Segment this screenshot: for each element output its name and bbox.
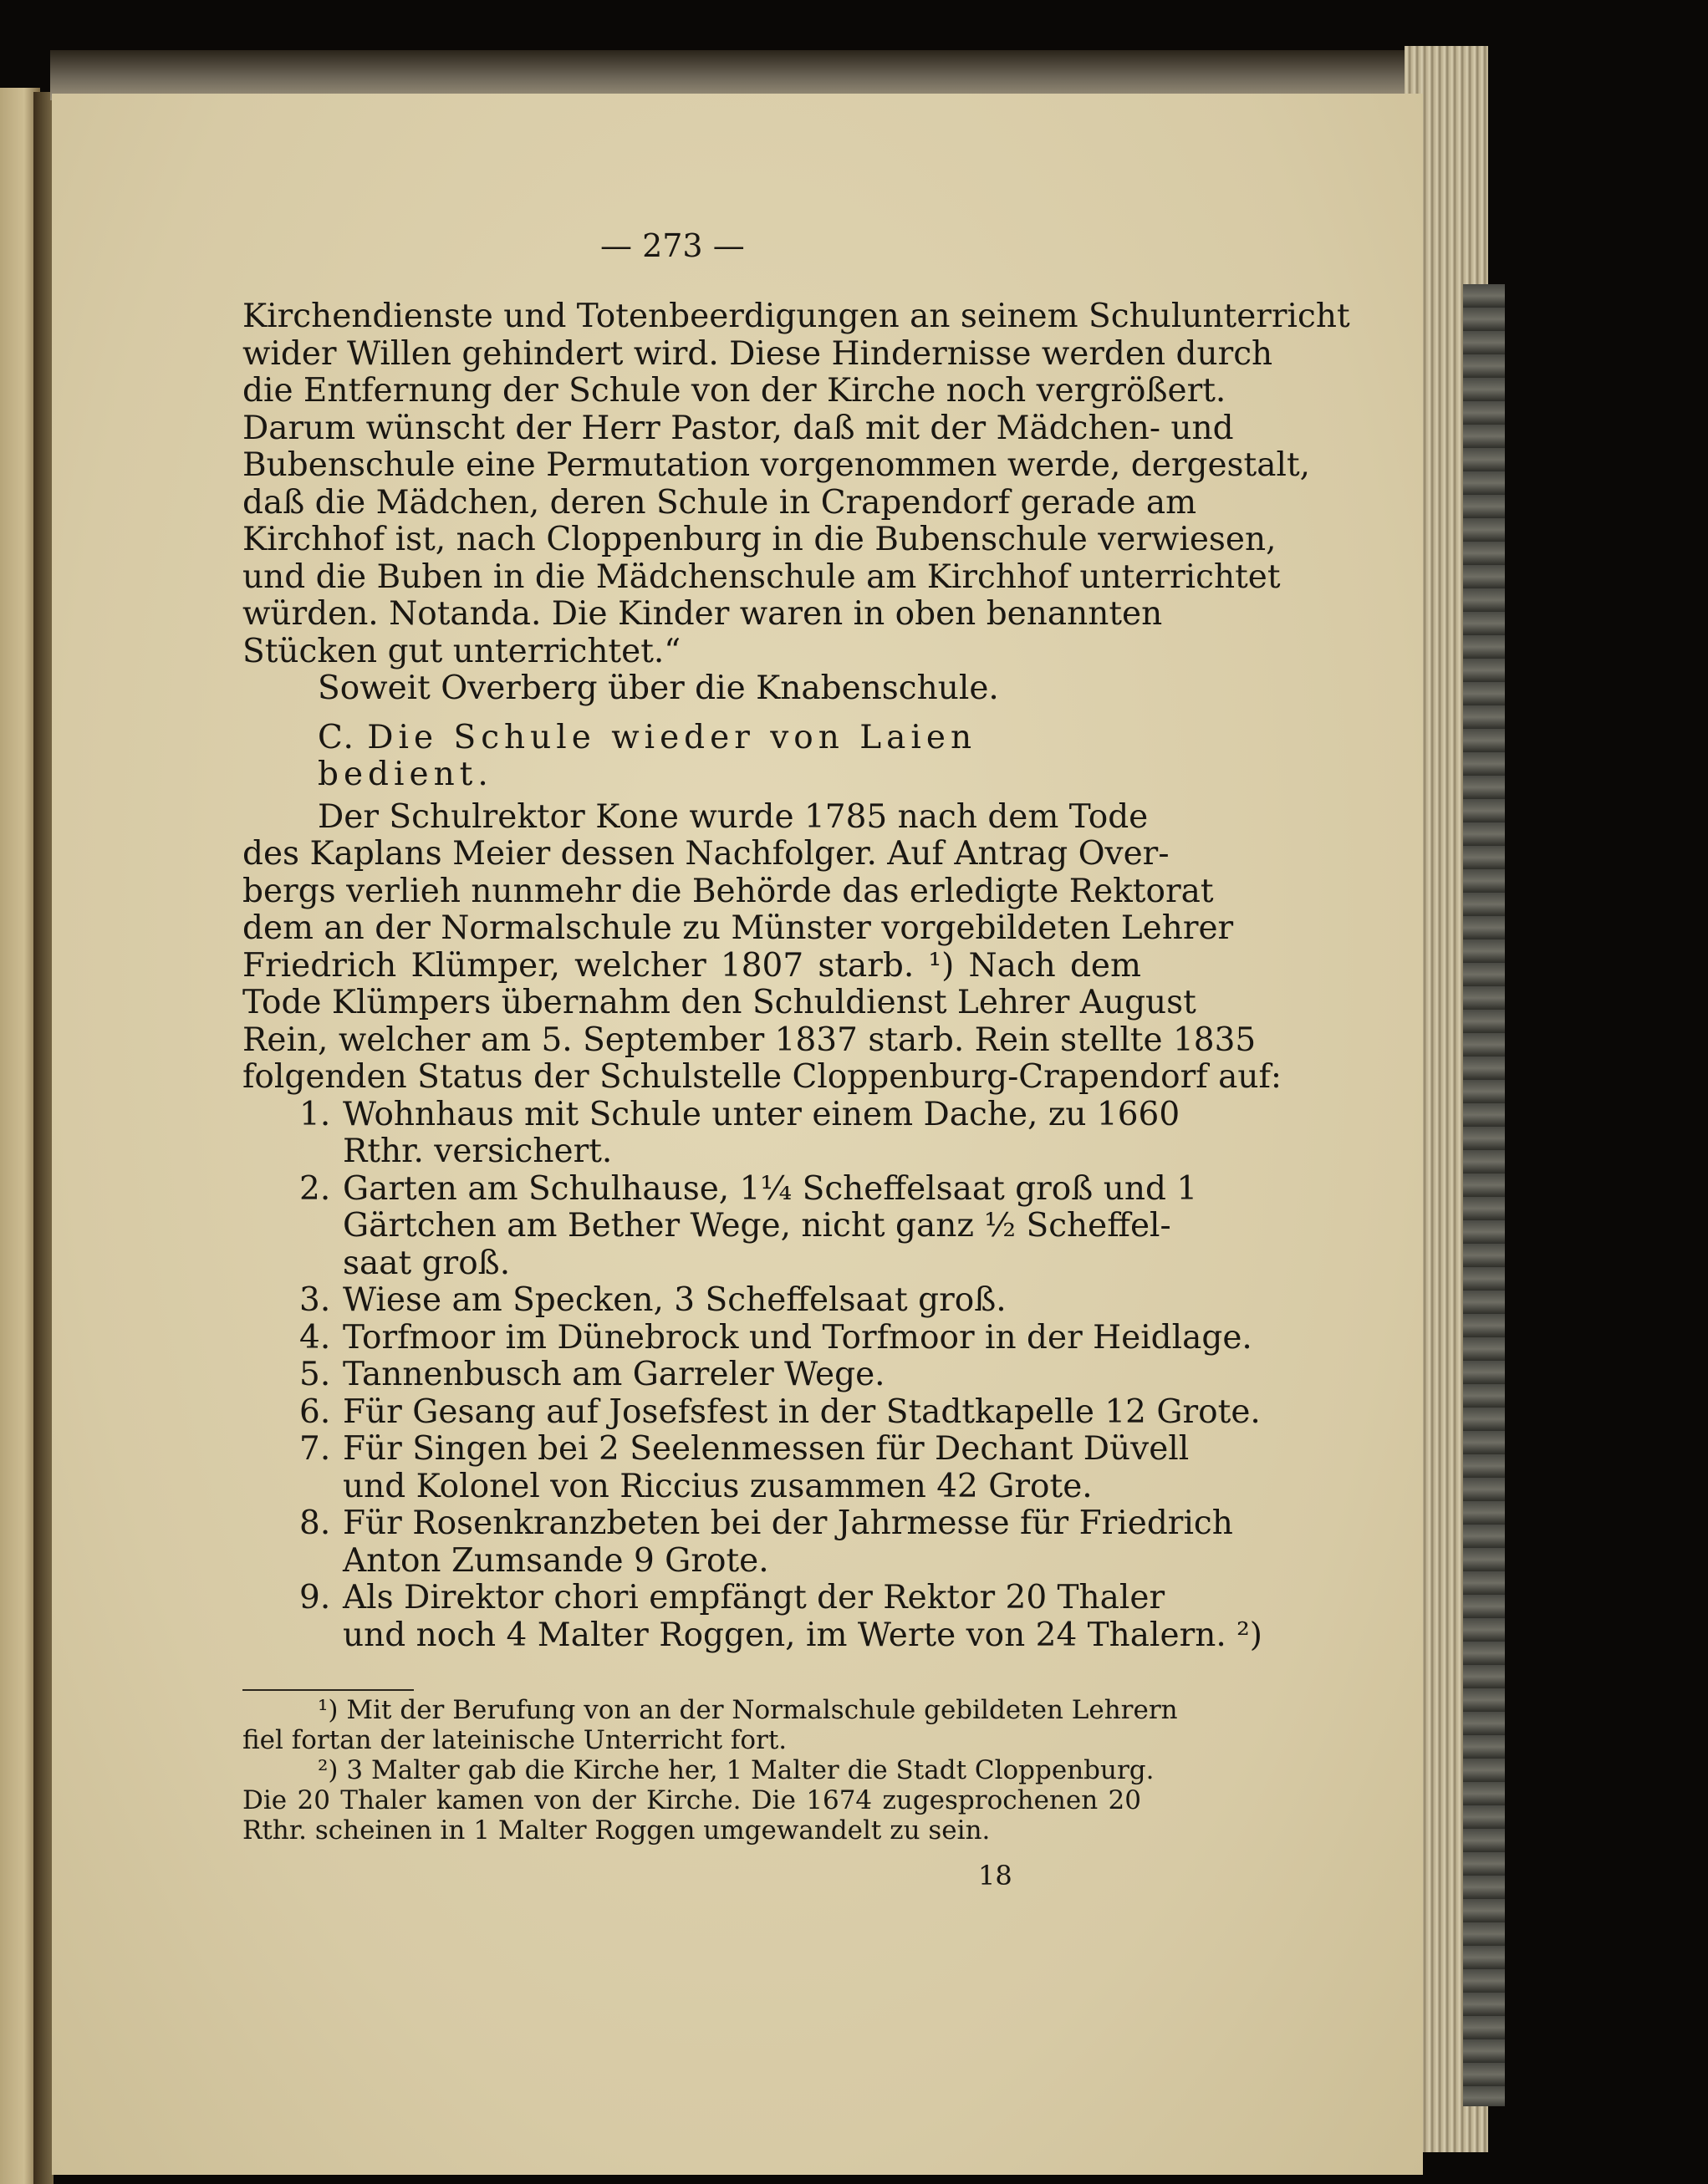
footnote-1 xyxy=(242,1695,1178,1755)
text-line: und Kolonel von Riccius zusammen 42 Grote. xyxy=(343,1467,1093,1505)
text-line: würden. Notanda. Die Kinder waren in oben benannten xyxy=(242,595,1163,633)
paragraph-schulrektor xyxy=(242,797,1282,1097)
text-line: Die 20 Thaler kamen von der Kirche. Die 1674 zugesprochenen 20 xyxy=(242,1785,1141,1815)
list-item xyxy=(242,1095,1180,1171)
text-line: Rthr. scheinen in 1 Malter Roggen umgewandelt zu sein. xyxy=(242,1815,991,1845)
footnote-rule xyxy=(242,1689,414,1691)
section-title: Die Schule wieder von Laien bedient. xyxy=(318,718,977,793)
text-line: Bubenschule eine Permutation vorgenommen werde, dergestalt, xyxy=(242,446,1311,484)
list-number: 5. xyxy=(299,1356,331,1393)
text-line: saat groß. xyxy=(343,1244,511,1282)
page-body xyxy=(242,298,1350,1654)
list-item xyxy=(242,1504,1233,1580)
list-number: 1. xyxy=(299,1095,331,1133)
book-top-edge xyxy=(50,50,1438,100)
paragraph-overberg xyxy=(242,670,1141,708)
text-line: Rein, welcher am 5. September 1837 starb. Rein stellte 1835 xyxy=(242,1021,1257,1059)
book-gutter xyxy=(33,92,54,2184)
list-item xyxy=(242,1430,1190,1505)
text-line: Als Direktor chori empfängt der Rektor 20 Thaler xyxy=(343,1579,1165,1616)
text-line: und noch 4 Malter Roggen, im Werte von 24 Thalern. ²) xyxy=(343,1616,1262,1654)
text-line: Für Rosenkranzbeten bei der Jahrmesse für Friedrich xyxy=(343,1504,1233,1542)
text-line: bergs verlieh nunmehr die Behörde das erledigte Rektorat xyxy=(242,872,1214,910)
text-line: Tannenbusch am Garreler Wege. xyxy=(343,1356,885,1393)
text-line: Gärtchen am Bether Wege, nicht ganz ½ Scheffel- xyxy=(343,1207,1171,1245)
section-heading xyxy=(242,720,1141,794)
page-number: — 273 — xyxy=(600,227,745,264)
text-line: Tode Klümpers übernahm den Schuldienst Lehrer August xyxy=(242,984,1196,1021)
text-line: Soweit Overberg über die Knabenschule. xyxy=(318,669,999,707)
text-line: daß die Mädchen, deren Schule in Crapendorf gerade am xyxy=(242,483,1197,522)
list-number: 4. xyxy=(299,1318,331,1357)
text-line: Torfmoor im Dünebrock und Torfmoor in der Heidlage. xyxy=(343,1318,1252,1357)
status-list xyxy=(242,1095,1262,1655)
text-line: und die Buben in die Mädchenschule am Kirchhof unterrichtet xyxy=(242,557,1281,596)
list-number: 3. xyxy=(299,1281,331,1319)
paragraph-quote-end xyxy=(242,298,1350,670)
list-number: 7. xyxy=(299,1430,331,1468)
text-line: ²) 3 Malter gab die Kirche her, 1 Malter die Stadt Cloppenburg. xyxy=(318,1755,1155,1785)
signature-mark: 18 xyxy=(978,1860,1012,1891)
text-line: des Kaplans Meier dessen Nachfolger. Auf Antrag Over- xyxy=(242,835,1170,873)
footnotes xyxy=(242,1695,1178,1845)
text-line: Wohnhaus mit Schule unter einem Dache, zu 1660 xyxy=(343,1095,1180,1133)
list-number: 8. xyxy=(299,1504,331,1542)
list-number: 2. xyxy=(299,1169,331,1208)
footnote-2 xyxy=(242,1755,1155,1845)
book-cover-spine xyxy=(1463,284,1505,2106)
text-line: Friedrich Klümper, welcher 1807 starb. ¹) Nach dem xyxy=(242,946,1141,985)
text-line: Kirchhof ist, nach Cloppenburg in die Bubenschule verwiesen, xyxy=(242,521,1277,558)
list-item xyxy=(242,1392,1261,1432)
text-line: Anton Zumsande 9 Grote. xyxy=(343,1541,769,1580)
text-line: Rthr. versichert. xyxy=(343,1133,613,1170)
list-item xyxy=(242,1169,1198,1283)
text-line: Stücken gut unterrichtet.“ xyxy=(242,632,681,670)
list-item xyxy=(242,1357,1141,1394)
list-item xyxy=(242,1318,1252,1357)
text-line: Garten am Schulhause, 1¼ Scheffelsaat groß und 1 xyxy=(343,1169,1198,1208)
list-number: 9. xyxy=(299,1579,331,1616)
list-number: 6. xyxy=(299,1392,331,1431)
text-line: Für Singen bei 2 Seelenmessen für Dechant Düvell xyxy=(343,1430,1190,1468)
text-line: Für Gesang auf Josefsfest in der Stadtkapelle 12 Grote. xyxy=(343,1392,1261,1431)
text-line: ¹) Mit der Berufung von an der Normalschule gebildeten Lehrern xyxy=(318,1695,1178,1725)
text-line: dem an der Normalschule zu Münster vorgebildeten Lehrer xyxy=(242,909,1234,947)
text-line: Der Schulrektor Kone wurde 1785 nach dem Tode xyxy=(318,797,1149,836)
text-line: fiel fortan der lateinische Unterricht fort. xyxy=(242,1725,788,1755)
text-line: Darum wünscht der Herr Pastor, daß mit der Mädchen- und xyxy=(242,409,1234,447)
list-item xyxy=(242,1579,1262,1654)
text-line: folgenden Status der Schulstelle Cloppenburg-Crapendorf auf: xyxy=(242,1058,1282,1096)
text-line: die Entfernung der Schule von der Kirche noch vergrößert. xyxy=(242,372,1226,410)
text-line: wider Willen gehindert wird. Diese Hindernisse werden durch xyxy=(242,334,1273,373)
section-letter: C. xyxy=(318,718,355,756)
list-item xyxy=(242,1282,1141,1320)
text-line: Kirchendienste und Totenbeerdigungen an seinem Schulunterricht xyxy=(242,298,1350,335)
text-line: Wiese am Specken, 3 Scheffelsaat groß. xyxy=(343,1281,1007,1319)
